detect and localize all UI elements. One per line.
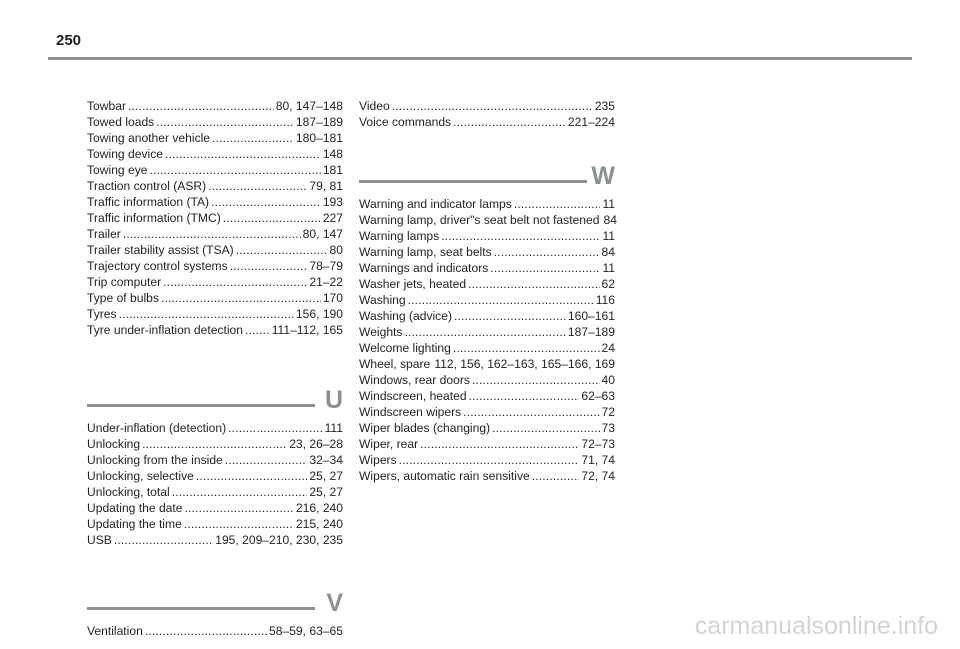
index-entry <box>87 306 343 322</box>
index-term: Warning lamp, driver"s seat belt not fastened <box>359 213 600 227</box>
index-entry <box>359 452 615 468</box>
dot-leader <box>161 290 321 306</box>
page-references: 160–161 <box>567 309 615 323</box>
index-term: Warning lamps <box>359 229 440 243</box>
index-section-w <box>359 160 615 484</box>
index-entry <box>87 623 343 639</box>
index-term: Updating the date <box>87 501 183 515</box>
index-entry <box>87 242 343 258</box>
index-column-left <box>87 98 343 639</box>
index-entry <box>359 324 615 340</box>
index-entry <box>359 276 615 292</box>
page-references: 193 <box>322 195 343 209</box>
section-letter: W <box>591 162 615 190</box>
section-divider <box>87 607 315 610</box>
index-term: Towing device <box>87 147 163 161</box>
index-term: Wiper, rear <box>359 437 419 451</box>
dot-leader <box>150 162 321 178</box>
index-term: Unlocking, selective <box>87 469 194 483</box>
index-entries-u <box>87 420 343 548</box>
index-term: Under-inflation (detection) <box>87 421 227 435</box>
page-references: 148 <box>322 147 343 161</box>
index-entry <box>87 178 343 194</box>
index-term: Windows, rear doors <box>359 373 470 387</box>
dot-leader <box>196 468 307 484</box>
page-references: 72, 74 <box>581 469 615 483</box>
page-references: 112, 156, 162–163, 165–166, 169 <box>434 357 615 371</box>
dot-leader <box>453 114 566 130</box>
dot-leader <box>408 292 594 308</box>
index-entry <box>87 258 343 274</box>
index-term: Video <box>359 99 390 113</box>
index-entry <box>87 420 343 436</box>
index-entry <box>359 292 615 308</box>
dot-leader <box>223 210 321 226</box>
index-entry <box>359 260 615 276</box>
index-entry <box>87 130 343 146</box>
section-letter: U <box>324 386 343 414</box>
page-references: 111 <box>324 421 343 435</box>
page-references: 72 <box>601 405 615 419</box>
index-entry <box>87 322 343 338</box>
page-references: 84 <box>603 213 617 227</box>
dot-leader <box>532 468 580 484</box>
dot-leader <box>420 436 579 452</box>
index-term: Windscreen wipers <box>359 405 462 419</box>
page-references: 23, 26–28 <box>289 437 343 451</box>
index-term: Trip computer <box>87 275 162 289</box>
page-references: 21–22 <box>309 275 343 289</box>
index-term: Unlocking from the inside <box>87 453 223 467</box>
dot-leader <box>119 306 294 322</box>
index-entry <box>87 436 343 452</box>
index-term: Weights <box>359 325 403 339</box>
index-term: Wheel, spare <box>359 357 431 371</box>
page-references: 79, 81 <box>309 179 343 193</box>
index-entry <box>359 308 615 324</box>
index-term: Ventilation <box>87 624 143 638</box>
dot-leader <box>230 258 308 274</box>
index-term: Washing <box>359 293 406 307</box>
page-references: 62 <box>601 277 615 291</box>
index-entry <box>359 372 615 388</box>
letter-header-v <box>87 587 343 617</box>
index-term: Type of bulbs <box>87 291 159 305</box>
dot-leader <box>472 372 600 388</box>
index-term: Tyres <box>87 307 117 321</box>
dot-leader <box>228 420 322 436</box>
index-entry <box>359 212 615 228</box>
letter-header-u <box>87 384 343 414</box>
index-entry <box>359 340 615 356</box>
index-term: Wiper blades (changing) <box>359 421 491 435</box>
dot-leader <box>208 178 307 194</box>
index-entry <box>87 114 343 130</box>
dot-leader <box>172 484 308 500</box>
top-divider <box>48 57 912 60</box>
page-references: 235 <box>594 99 615 113</box>
dot-leader <box>469 388 580 404</box>
page-references: 227 <box>322 211 343 225</box>
index-entry <box>359 228 615 244</box>
page-references: 80, 147–148 <box>275 99 343 113</box>
dot-leader <box>142 436 287 452</box>
dot-leader <box>453 340 600 356</box>
index-entry <box>87 98 343 114</box>
page-number: 250 <box>56 32 82 49</box>
page-references: 187–189 <box>567 325 615 339</box>
index-term: Updating the time <box>87 517 182 531</box>
index-term: Wipers, automatic rain sensitive <box>359 469 530 483</box>
index-term: Welcome lighting <box>359 341 451 355</box>
dot-leader <box>492 420 599 436</box>
dot-leader <box>514 196 601 212</box>
index-entry <box>359 468 615 484</box>
page-references: 221–224 <box>567 115 615 129</box>
index-entry <box>359 388 615 404</box>
section-letter: V <box>326 589 343 617</box>
index-term: Warning and indicator lamps <box>359 197 512 211</box>
index-term: Traffic information (TMC) <box>87 211 221 225</box>
page-references: 11 <box>602 261 615 275</box>
index-entry <box>87 516 343 532</box>
index-entry <box>87 452 343 468</box>
index-entry <box>87 194 343 210</box>
dot-leader <box>236 242 328 258</box>
index-term: Washing (advice) <box>359 309 452 323</box>
index-term: Washer jets, heated <box>359 277 467 291</box>
dot-leader <box>123 226 301 242</box>
page-references: 71, 74 <box>581 453 615 467</box>
page-references: 156, 190 <box>295 307 343 321</box>
index-term: Wipers <box>359 453 397 467</box>
dot-leader <box>441 228 600 244</box>
index-column-right <box>359 98 615 484</box>
page-references: 62–63 <box>581 389 615 403</box>
dot-leader <box>463 404 599 420</box>
page-references: 32–34 <box>309 453 343 467</box>
page-references: 11 <box>602 229 615 243</box>
dot-leader <box>211 194 321 210</box>
dot-leader <box>494 244 600 260</box>
page-references: 84 <box>601 245 615 259</box>
dot-leader <box>184 500 293 516</box>
page-references: 24 <box>601 341 615 355</box>
page-references: 73 <box>601 421 615 435</box>
index-entry <box>87 210 343 226</box>
index-entry <box>359 420 615 436</box>
index-term: Trajectory control systems <box>87 259 228 273</box>
page-references: 170 <box>322 291 343 305</box>
index-entries-w <box>359 196 615 484</box>
page-references: 216, 240 <box>295 501 343 515</box>
dot-leader <box>128 98 274 114</box>
dot-leader <box>114 532 213 548</box>
index-entry <box>87 532 343 548</box>
index-term: Tyre under-inflation detection <box>87 323 243 337</box>
index-term: Towbar <box>87 99 126 113</box>
page-references: 80, 147 <box>302 227 343 241</box>
page-references: 58–59, 63–65 <box>269 624 343 638</box>
index-section-t <box>87 98 343 338</box>
index-entry <box>87 290 343 306</box>
index-entry <box>359 98 615 114</box>
dot-leader <box>454 308 566 324</box>
page-references: 180–181 <box>295 131 343 145</box>
page-references: 195, 209–210, 230, 235 <box>215 533 343 547</box>
index-entry <box>359 196 615 212</box>
dot-leader <box>184 516 294 532</box>
index-section-v-continued <box>359 98 615 130</box>
dot-leader <box>212 130 294 146</box>
index-entry <box>87 500 343 516</box>
watermark: carmanualsonline.info <box>694 612 938 640</box>
page-references: 116 <box>595 293 615 307</box>
index-section-v <box>87 587 343 639</box>
page-references: 80 <box>329 243 343 257</box>
index-term: Towing another vehicle <box>87 131 211 145</box>
dot-leader <box>404 324 565 340</box>
page-references: 40 <box>601 373 615 387</box>
dot-leader <box>165 146 321 162</box>
index-term: Unlocking, total <box>87 485 170 499</box>
index-entry <box>87 274 343 290</box>
page-references: 72–73 <box>581 437 615 451</box>
index-entry <box>87 226 343 242</box>
index-entry <box>359 356 615 372</box>
dot-leader <box>399 452 580 468</box>
index-entry <box>87 484 343 500</box>
index-entry <box>359 436 615 452</box>
dot-leader <box>156 114 294 130</box>
index-entry <box>359 244 615 260</box>
index-term: Traction control (ASR) <box>87 179 207 193</box>
dot-leader <box>245 322 270 338</box>
section-divider <box>87 404 315 407</box>
page-references: 78–79 <box>309 259 343 273</box>
page-references: 25, 27 <box>309 469 343 483</box>
dot-leader <box>468 276 599 292</box>
index-term: Voice commands <box>359 115 452 129</box>
index-entries-v <box>87 623 343 639</box>
index-section-u <box>87 384 343 548</box>
letter-header-w <box>359 160 615 190</box>
index-term: Warning lamp, seat belts <box>359 245 492 259</box>
dot-leader <box>490 260 600 276</box>
index-term: USB <box>87 533 112 547</box>
dot-leader <box>392 98 593 114</box>
page-references: 181 <box>322 163 343 177</box>
index-entry <box>87 468 343 484</box>
index-term: Windscreen, heated <box>359 389 467 403</box>
page-references: 25, 27 <box>309 485 343 499</box>
page-references: 11 <box>602 197 615 211</box>
page-references: 187–189 <box>295 115 343 129</box>
index-term: Warnings and indicators <box>359 261 489 275</box>
index-term: Trailer stability assist (TSA) <box>87 243 234 257</box>
dot-leader <box>145 623 267 639</box>
index-term: Unlocking <box>87 437 141 451</box>
index-term: Trailer <box>87 227 121 241</box>
page-references: 215, 240 <box>295 517 343 531</box>
index-entry <box>359 404 615 420</box>
dot-leader <box>163 274 307 290</box>
index-entry <box>87 162 343 178</box>
dot-leader <box>225 452 308 468</box>
index-entry <box>87 146 343 162</box>
index-term: Traffic information (TA) <box>87 195 210 209</box>
index-term: Towed loads <box>87 115 155 129</box>
section-divider <box>359 180 587 183</box>
page-references: 111–112, 165 <box>271 323 343 337</box>
index-term: Towing eye <box>87 163 148 177</box>
index-entry <box>359 114 615 130</box>
